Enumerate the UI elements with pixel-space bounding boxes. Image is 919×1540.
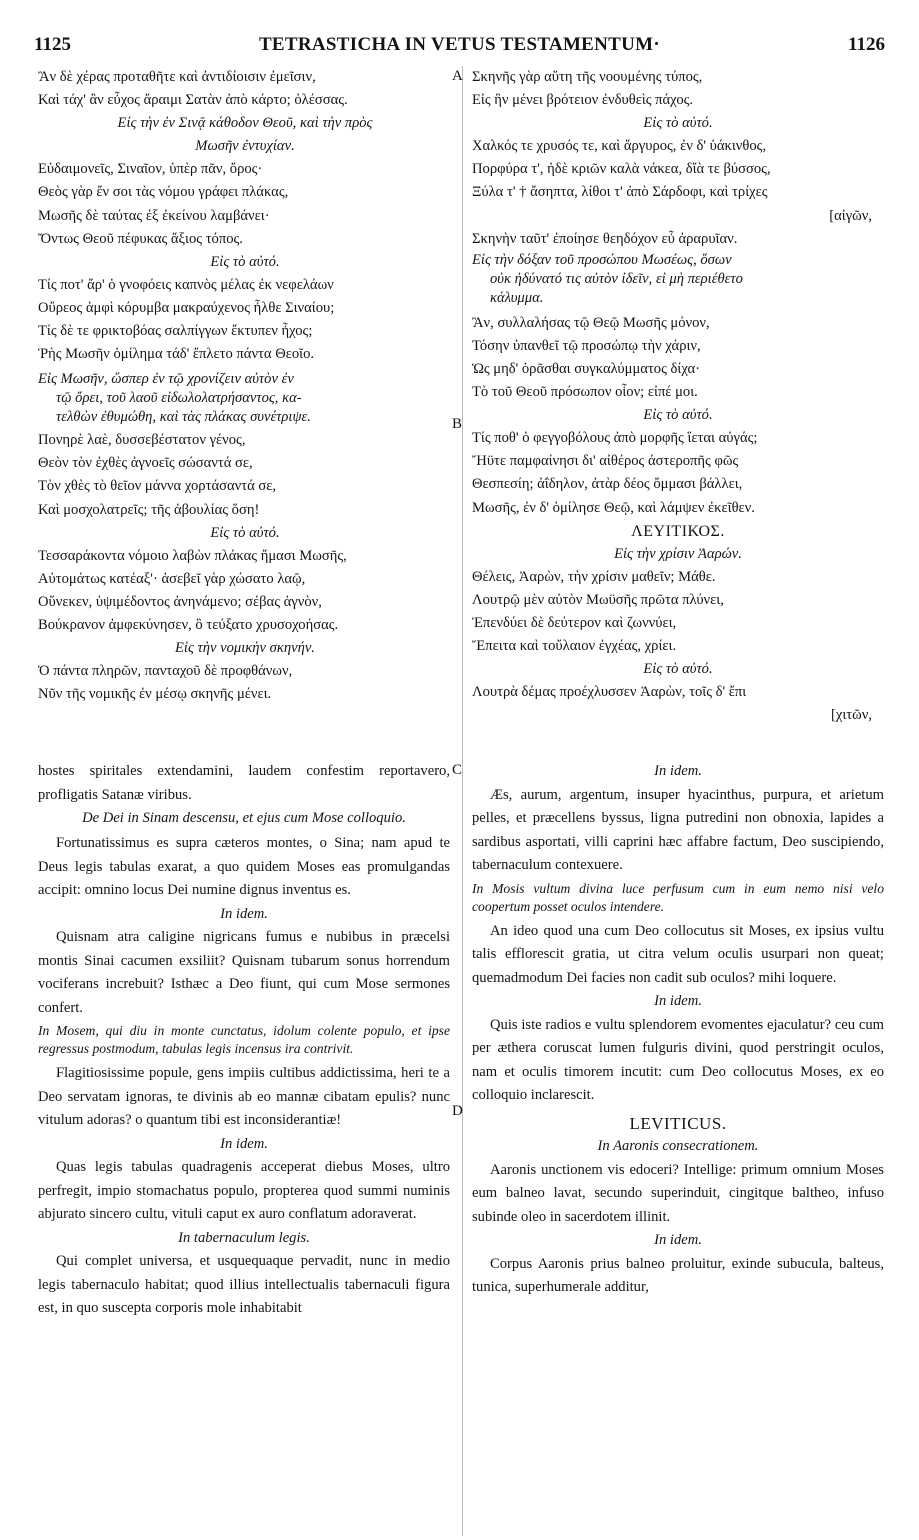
verse-line: Μωσῆς δὲ ταύτας ἐξ ἐκείνου λαμβάνει· (38, 207, 270, 224)
page-number-right: 1126 (848, 34, 885, 55)
section-heading: In idem. (654, 993, 702, 1009)
latin-paragraph: Corpus Aaronis prius balneo proluitur, exinde subucula, balteus, tunica, superhumerale additur, (472, 1255, 884, 1295)
section-heading: In idem. (654, 1232, 702, 1248)
latin-paragraph: Flagitiosissime popule, gens impiis cultibus addictissima, heri te a Deo servatam ignoras, te divinis ab eo mannæ cibatam epulis? nunc vitulum adoras? o quantum tibi est inconsiderantiæ! (38, 1065, 450, 1128)
page-number-left: 1125 (34, 34, 71, 55)
latin-column-left (38, 760, 450, 1530)
section-heading: κάλυμμα. (490, 289, 544, 306)
section-heading: Εἰς τὸ αὐτό. (643, 661, 713, 678)
verse-line: Πορφύρα τ', ἠδὲ κριῶν καλὰ νάκεα, δἴὰ τε βύσσος, (472, 161, 771, 178)
margin-mark-d: D (452, 1103, 463, 1119)
latin-paragraph: An ideo quod una cum Deo collocutus sit Moses, ex ipsius vultu talis efflorescit gratia, ut citra velum oculis usurpari non queat; quemadmodum Dei facies non cadit sub oculos? mihi loquere. (472, 922, 884, 986)
section-heading: Εἰς τὴν νομικὴν σκηνήν. (175, 640, 315, 657)
verse-line: Ὡς μηδ' ὁρᾶσθαι συγκαλύμματος δίχα· (472, 360, 700, 377)
section-heading: In idem. (654, 763, 702, 779)
latin-paragraph: Fortunatissimus es supra cæteros montes, o Sina; nam apud te Deus legis tabulas exarat, a quo quidem Moses eas promulgandas accipit: omnino locus Dei numine dignus inventus es. (38, 835, 450, 898)
section-heading: Εἰς τὸ αὐτό. (210, 524, 280, 541)
book-title: LEVITICUS. (629, 1113, 727, 1133)
verse-line: Εὐδαιμονεῖς, Σιναῖον, ὑπὲρ πᾶν, ὄρος· (38, 161, 263, 178)
verse-line: Θεὸς γὰρ ἔν σοι τὰς νόμου γράφει πλάκας, (38, 184, 289, 201)
verse-line: Εἰς ἣν μένει βρότειον ἐνδυθεὶς πάχος. (472, 92, 694, 109)
section-heading: Εἰς τὸ αὐτό. (643, 115, 713, 132)
section-heading: Μωσῆν ἐντυχίαν. (195, 138, 295, 155)
margin-mark-a: A (452, 68, 463, 84)
verse-line: Καὶ μοσχολατρεῖς; τῆς ἀβουλίας ὅση! (38, 501, 260, 518)
verse-line: Τὸν χθὲς τὸ θεῖον μάννα χορτάσαντά σε, (38, 478, 277, 495)
section-heading: In tabernaculum legis. (178, 1229, 310, 1246)
section-heading: In Mosis vultum divina luce perfusum cum in eum nemo nisi velo coopertum posset oculos intendere. (472, 880, 884, 914)
verse-line: Τίς ποτ' ἄρ' ὁ γνοφόεις καπνὸς μέλας ἐκ νεφελάων (38, 276, 334, 293)
section-heading: τῷ ὄρει, τοῦ λαοῦ εἰδωλολατρήσαντος, κα- (56, 390, 302, 407)
verse-line: Τεσσαράκοντα νόμοιο λαβὼν πλάκας ἤμασι Μωσῆς, (38, 547, 347, 564)
verse-line: Μωσῆς, ἐν δ' ὁμίλησε Θεῷ, καὶ λάμψεν ἐκεῖθεν. (472, 499, 755, 516)
verse-line: Νῦν τῆς νομικῆς ἐν μέσῳ σκηνῆς μένει. (38, 686, 272, 703)
latin-paragraph: Quis iste radios e vultu splendorem evomentes ejaculatur? ceu cum per æthera coruscat lumen fulguris divini, quod perstringit oculos, nam et oculis timorem incutit: cum Deo collocutus Moses, ex eo colloquio inclarescit. (472, 1016, 884, 1103)
margin-mark-c: C (452, 762, 463, 778)
verse-line: Οὔρεος ἀμφὶ κόρυμβα μακραύχενος ἦλθε Σιναίου; (38, 299, 335, 316)
verse-line: Ἂν, συλλαλήσας τῷ Θεῷ Μωσῆς μόνον, (472, 314, 710, 331)
verse-line: Ἂν δὲ χέρας προταθῆτε καὶ ἀντιδίοισιν ἐμεῖσιν, (38, 69, 316, 85)
latin-paragraph: Aaronis unctionem vis edoceri? Intellige: primum omnium Moses eum balneo lavat, secundo superinduit, cingitque baltheo, infuso subinde oleo in sacerdotem illinit. (472, 1161, 884, 1225)
greek-column-left (38, 66, 452, 706)
verse-line: Πονηρὲ λαὲ, δυσσεβέστατον γένος, (38, 432, 246, 449)
verse-line: Θέλεις, Ἀαρὼν, τὴν χρίσιν μαθεῖν; Μάθε. (472, 568, 716, 585)
greek-column-right (472, 66, 884, 727)
verse-line: Ῥὴς Μωσῆν ὁμίλημα τάδ' ἔπλετο πάντα Θεοῖο. (38, 346, 315, 363)
verse-line: Ὁ πάντα πληρῶν, πανταχοῦ δὲ προφθάνων, (38, 663, 293, 680)
section-heading: Εἰς τὴν χρίσιν Ἀαρών. (614, 545, 742, 562)
page-header (0, 34, 919, 64)
verse-line: Ἔπειτα καὶ τοὔλαιον ἐγχέας, χρίει. (472, 638, 677, 655)
verse-line: Ὄντως Θεοῦ πέφυκας ἄξιος τόπος. (38, 230, 243, 247)
verse-line: Τίς ποθ' ὁ φεγγοβόλους ἀπὸ μορφῆς ἵεται αὐγάς; (472, 430, 758, 447)
verse-line: Λουτρὰ δέμας προέχλυσσεν Ἀαρὼν, τοῖς δ' ἔπι (472, 684, 747, 701)
verse-line: Σκηνῆς γὰρ αὕτη τῆς νοουμένης τύπος, (472, 69, 703, 85)
verse-line: Καὶ τάχ' ἂν εὖχος ἄραιμι Σατὰν ἀπὸ κάρτο; ὀλέσσας. (38, 92, 348, 109)
verse-line: Οὕνεκεν, ὑψιμέδοντος ἀνηνάμενο; σέβας ἁγνὸν, (38, 593, 322, 610)
verse-line-continuation: [χιτῶν, (831, 707, 872, 724)
verse-line: Χαλκός τε χρυσός τε, καὶ ἄργυρος, ἐν δ' ὑάκινθος, (472, 138, 767, 155)
book-title: ΛΕΥΙΤΙΚΟΣ. (631, 522, 725, 540)
section-heading: Εἰς τὴν δόξαν τοῦ προσώπου Μωσέως, ὅσων (472, 251, 732, 268)
margin-mark-b: B (452, 416, 463, 432)
verse-line: Τίς δὲ τε φρικτοβόας σαλπίγγων ἔκτυπεν ἦχος; (38, 323, 313, 340)
verse-line: Αὐτομάτως κατέαξ'· ἀσεβεῖ γὰρ χώσατο λαῷ, (38, 570, 306, 587)
verse-line: Τόσην ὑπανθεῖ τῷ προσώπῳ τὴν χάριν, (472, 337, 701, 354)
verse-line: Θεσπεσίη; ἀΐδηλον, ἀτὰρ δέος ὄμμασι βάλλει, (472, 476, 743, 493)
verse-line: Ἤϋτε παμφαίνησι δι' αἰθέρος ἀστεροπῆς φῶς (472, 453, 739, 470)
verse-line: Βούκρανον ἀμφεκύνησεν, ὃ τεύξατο χρυσοχοήσας. (38, 616, 339, 633)
verse-line: Θεὸν τὸν ἐχθὲς ἀγνοεῖς σώσαντά σε, (38, 455, 253, 472)
verse-line: Ξύλα τ' † ἄσηπτα, λίθοι τ' ἀπὸ Σάρδοφι, καὶ τρίχες (472, 184, 768, 201)
column-rule (462, 66, 463, 1536)
section-heading: οὐκ ἠδύνατό τις αὐτὸν ἰδεῖν, εἰ μὴ περιέθετο (490, 270, 743, 287)
latin-paragraph: hostes spiritales extendamini, laudem confestim reportavero, profligatis Satanæ viribus. (38, 763, 450, 803)
running-title: TETRASTICHA IN VETUS TESTAMENTUM· (258, 34, 661, 55)
latin-paragraph: Qui complet universa, et usquequaque pervadit, nunc in medio legis tabernaculo habitat; quod illius intellectualis tabernaculi figura est, in quo suscepta corporis mole inhabitabit (38, 1253, 450, 1316)
verse-line: Ἐπενδύει δὲ δεύτερον καὶ ζωννύει, (472, 614, 677, 631)
latin-paragraph: Quas legis tabulas quadragenis acceperat diebus Moses, ultro perfregit, impio stomachatus populo, propterea quod summi numinis abjurato sincero cultu, vituli caput ex auro conflatum adoraverat. (38, 1159, 450, 1222)
verse-line-continuation: [αἰγῶν, (829, 207, 872, 224)
verse-line: Τὸ τοῦ Θεοῦ πρόσωπον οἷον; εἰπέ μοι. (472, 384, 698, 401)
verse-line: Λουτρῷ μὲν αὐτὸν Μωϋσῆς πρῶτα πλύνει, (472, 591, 724, 608)
section-heading: In idem. (220, 905, 268, 922)
section-heading: τελθὼν ἐθυμώθη, καὶ τὰς πλάκας συνέτριψε. (56, 409, 311, 426)
section-heading: In idem. (220, 1135, 268, 1152)
section-heading: Εἰς τὴν ἐν Σινᾷ κάθοδον Θεοῦ, καὶ τὴν πρὸς (117, 115, 373, 132)
latin-paragraph: Æs, aurum, argentum, insuper hyacinthus, purpura, et arietum pelles, et præcellens byssus, ligna putredini non obnoxia, lapides a sardibus asportati, villi caprini hæc affabre factum, Deo suscipiendo, tabernaculum contexuere. (472, 786, 884, 873)
section-heading: Εἰς τὸ αὐτό. (210, 253, 280, 270)
verse-line: Σκηνὴν ταῦτ' ἐποίησε θεηδόχον εὖ ἀραρυῖαν. (472, 230, 738, 247)
latin-paragraph: Quisnam atra caligine nigricans fumus e nubibus in præcelsi montis Sinai cacumen exsiliit? Quisnam tubarum sonus horrendum vociferans increbuit? Isthæc a Deo fiunt, qui cum Mose sermones confert. (38, 929, 450, 1016)
section-heading: In Mosem, qui diu in monte cunctatus, idolum colente populo, et ipse regressus postmodum, tabulas legis incensus ira contrivit. (38, 1023, 450, 1056)
section-heading: In Aaronis consecrationem. (597, 1138, 759, 1154)
latin-column-right (472, 760, 884, 1530)
section-heading: Εἰς τὸ αὐτό. (643, 407, 713, 424)
section-heading: Εἰς Μωσῆν, ὥσπερ ἐν τῷ χρονίζειν αὐτὸν ἐν (38, 371, 294, 388)
section-heading: De Dei in Sinam descensu, et ejus cum Mose colloquio. (82, 810, 406, 826)
